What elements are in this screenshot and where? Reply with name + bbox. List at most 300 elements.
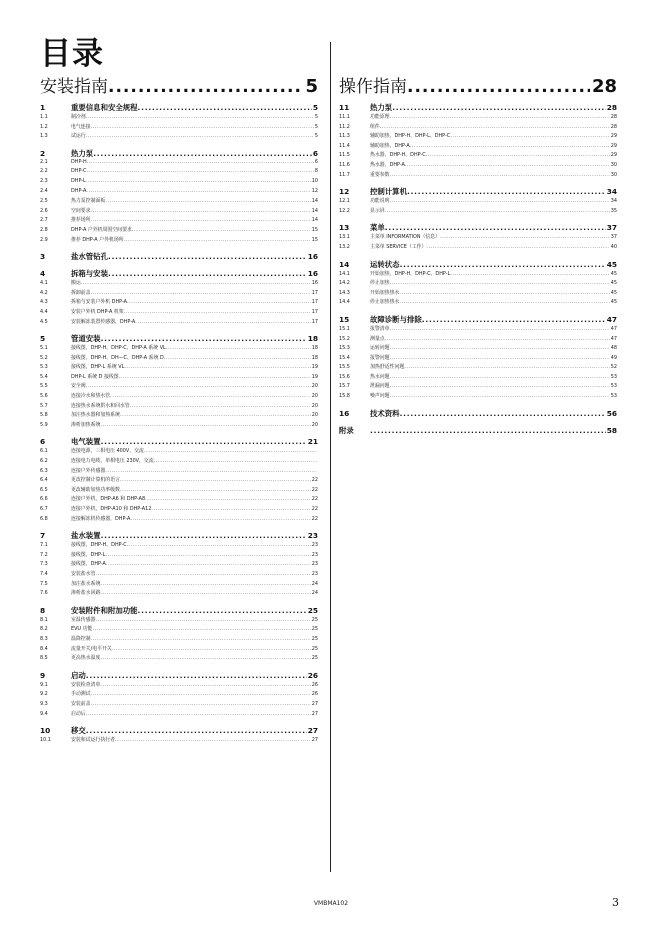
toc-title: 技术资料: [370, 408, 400, 418]
toc-chapter[interactable]: [40, 436, 318, 447]
toc-entry[interactable]: [339, 344, 617, 354]
toc-chapter[interactable]: [339, 425, 617, 436]
toc-entry[interactable]: [40, 207, 318, 217]
toc-title: 加热舒适性问题: [370, 364, 405, 371]
toc-title: 盐水装置: [71, 531, 101, 541]
dot-leader: [100, 655, 310, 661]
toc-num: 2.5: [40, 198, 48, 205]
toc-page: 23: [311, 551, 318, 558]
toc-page: 20: [311, 402, 318, 409]
dot-leader: [390, 280, 610, 286]
toc-page: 10: [311, 177, 318, 184]
toc-num: 15.5: [339, 364, 350, 371]
dot-leader: [390, 345, 610, 351]
toc-num: 2.6: [40, 207, 48, 214]
toc-page: 17: [311, 308, 318, 315]
toc-page: 20: [311, 393, 318, 400]
dot-leader: [407, 77, 590, 97]
dot-leader: [100, 590, 310, 596]
section-heading-title: 操作指南: [339, 77, 407, 97]
toc-title: 热水器，DHP-A: [370, 161, 405, 168]
dot-leader: [95, 571, 310, 577]
toc-title: 盐水管钻孔: [71, 252, 108, 262]
toc-entry[interactable]: [339, 161, 617, 171]
toc-num: 15.6: [339, 373, 350, 380]
toc-entry[interactable]: [339, 382, 617, 392]
toc-title: 故障诊断与排除: [370, 314, 422, 324]
dot-leader: [135, 319, 311, 325]
toc-entry[interactable]: [40, 318, 318, 328]
section-heading-installation: [40, 72, 318, 98]
dot-leader: [127, 299, 311, 305]
toc-num: 9.2: [40, 691, 48, 698]
toc-page: 23: [307, 531, 318, 541]
toc-title: 连接户外机，DHP-A6 和 DHP-A8: [71, 496, 146, 503]
toc-entry[interactable]: [40, 197, 318, 207]
dot-leader: [138, 606, 307, 615]
toc-num: 15.1: [339, 325, 350, 332]
dot-leader: [86, 168, 313, 174]
toc-title: 运转状态: [370, 259, 400, 269]
dot-leader: [105, 198, 311, 204]
toc-page: 47: [610, 325, 617, 332]
toc-num: 12.1: [339, 198, 350, 205]
toc-chapter[interactable]: [339, 102, 617, 113]
toc-entry[interactable]: [40, 700, 318, 710]
toc-title: 渗析盐水回路: [71, 590, 101, 597]
toc-entry[interactable]: [339, 142, 617, 152]
dot-leader: [105, 468, 317, 474]
toc-page: 5: [314, 114, 318, 120]
toc-num: 10.1: [40, 737, 51, 744]
dot-leader: [81, 280, 311, 286]
toc-num: 1.2: [40, 123, 48, 130]
toc-entry[interactable]: [40, 354, 318, 364]
toc-chapter[interactable]: [40, 102, 318, 113]
toc-title: 温降控制: [71, 635, 91, 642]
toc-num: 3: [40, 252, 46, 262]
toc-title: DHP-C: [71, 168, 87, 175]
toc-title: 推荐场所: [71, 217, 91, 224]
toc-page: 52: [610, 364, 617, 371]
toc-num: 4.5: [40, 318, 48, 325]
toc-page: 47: [610, 335, 617, 342]
toc-entry[interactable]: [40, 515, 318, 525]
toc-entry[interactable]: [40, 476, 318, 486]
toc-page: 27: [307, 726, 318, 736]
toc-page: 45: [610, 270, 617, 277]
toc-title: DHP-H: [71, 158, 87, 165]
toc-num: 11.7: [339, 171, 350, 178]
toc-page: 14: [311, 217, 318, 224]
dot-leader: [120, 412, 311, 418]
toc-page: 37: [606, 223, 617, 233]
toc-page: 15: [311, 236, 318, 243]
toc-num: 7: [40, 531, 46, 541]
toc-page: 22: [311, 477, 318, 484]
dot-leader: [390, 172, 610, 178]
toc-entry[interactable]: [339, 270, 617, 280]
toc-num: 2.3: [40, 177, 48, 184]
toc-num: 1.1: [40, 114, 48, 120]
toc-num: 6.2: [40, 458, 48, 465]
toc-page: 26: [311, 681, 318, 688]
toc-entry[interactable]: [40, 402, 318, 412]
toc-entry[interactable]: [40, 226, 318, 236]
dot-leader: [390, 355, 610, 361]
dot-leader: [120, 487, 311, 493]
page-number: 3: [612, 896, 619, 909]
toc-entry[interactable]: [339, 171, 617, 181]
toc-page: 12: [311, 187, 318, 194]
toc-title: DHP-L: [71, 177, 86, 184]
toc-page: 37: [610, 234, 617, 241]
toc-entry[interactable]: [40, 580, 318, 590]
toc-page: 27: [311, 737, 318, 744]
toc-page: 47: [606, 314, 617, 324]
dot-leader: [100, 682, 310, 688]
dot-leader: [127, 542, 311, 548]
toc-num: 9.4: [40, 710, 48, 717]
toc-title: 安装附件和附加功能: [71, 605, 138, 615]
toc-title: 连接解冻机传感器，DHP-A: [71, 515, 131, 522]
toc-num: 4: [40, 269, 46, 279]
toc-entry[interactable]: [40, 654, 318, 664]
dot-leader: [154, 458, 317, 464]
toc-chapter[interactable]: [40, 333, 318, 344]
dot-leader: [86, 188, 310, 194]
toc-page: 26: [311, 691, 318, 698]
toc-num: 14.4: [339, 299, 350, 306]
toc-chapter[interactable]: [339, 259, 617, 270]
toc-entry[interactable]: [40, 123, 318, 133]
toc-num: 6.5: [40, 486, 48, 493]
toc-title: 连接电力电缆，单相电压 230V，交流: [71, 458, 154, 465]
toc-entry[interactable]: [40, 505, 318, 515]
toc-entry[interactable]: [40, 392, 318, 402]
dot-leader: [450, 271, 610, 277]
toc-title: 移交: [71, 726, 86, 736]
toc-page: 22: [311, 515, 318, 522]
dot-leader: [380, 124, 610, 130]
toc-num: 9.3: [40, 700, 48, 707]
toc-entry[interactable]: [339, 298, 617, 308]
dot-leader: [390, 114, 610, 120]
toc-entry[interactable]: [40, 188, 318, 198]
toc-chapter[interactable]: [339, 408, 617, 419]
toc-title: 主菜单 INFORMATION（信息）: [370, 234, 441, 241]
toc-num: 2.8: [40, 226, 48, 233]
dot-leader: [108, 269, 307, 278]
toc-num: 6.6: [40, 496, 48, 503]
toc-chapter[interactable]: [339, 186, 617, 197]
toc-title: 接线图，DHP-H、DHP-C、DHP-A 系统 VL: [71, 345, 166, 352]
dot-leader: [87, 159, 314, 165]
toc-title: 启动: [71, 670, 86, 680]
toc-num: 15.7: [339, 383, 350, 390]
toc-entry[interactable]: [339, 151, 617, 161]
toc-page: 53: [610, 393, 617, 400]
toc-entry[interactable]: [339, 392, 617, 402]
toc-num: 7.4: [40, 570, 48, 577]
toc-entry[interactable]: [40, 113, 318, 123]
section-heading-page: 28: [591, 76, 617, 97]
toc-page: 26: [307, 670, 318, 680]
toc-page: 19: [311, 373, 318, 380]
toc-num: 5.4: [40, 373, 48, 380]
toc-title: 接线图，DHP-L 系统 VL: [71, 364, 125, 371]
toc-entry[interactable]: [40, 168, 318, 178]
toc-entry[interactable]: [40, 635, 318, 645]
dot-leader: [130, 516, 310, 522]
toc-num: 4.4: [40, 308, 48, 315]
toc-entry[interactable]: [339, 289, 617, 299]
toc-page: 28: [610, 114, 617, 120]
toc-title: 热力泵: [370, 103, 393, 112]
toc-page: 20: [311, 421, 318, 428]
toc-page: 8: [314, 168, 318, 175]
toc-num: 14.1: [339, 270, 350, 277]
toc-num: 5.5: [40, 383, 48, 390]
toc-title: 报警问题: [370, 354, 390, 361]
dot-leader: [93, 149, 312, 158]
toc-num: 11.1: [339, 114, 350, 120]
toc-entry[interactable]: [40, 421, 318, 431]
toc-entry[interactable]: [339, 335, 617, 345]
toc-num: 8: [40, 605, 46, 615]
toc-num: 6: [40, 437, 46, 447]
toc-entry[interactable]: [40, 236, 318, 246]
toc-entry[interactable]: [40, 382, 318, 392]
toc-chapter[interactable]: [40, 725, 318, 736]
toc-num: 2.9: [40, 236, 48, 243]
toc-entry[interactable]: [40, 363, 318, 373]
toc-entry[interactable]: [40, 373, 318, 383]
dot-leader: [112, 646, 311, 652]
toc-title: 安装盐水管: [71, 570, 96, 577]
toc-page: 29: [610, 152, 617, 159]
toc-title: 连接热水系统供水和回水管: [71, 402, 130, 409]
toc-entry[interactable]: [40, 178, 318, 188]
toc-title: 运转问题: [370, 345, 390, 352]
toc-page: 17: [311, 318, 318, 325]
toc-num: 2.7: [40, 217, 48, 224]
toc-page: 19: [311, 364, 318, 371]
toc-entry[interactable]: [339, 373, 617, 383]
toc-num: 7.2: [40, 551, 48, 558]
toc-entry[interactable]: [40, 411, 318, 421]
toc-title: 控制计算机: [370, 187, 407, 197]
dot-leader: [400, 409, 606, 418]
toc-entry[interactable]: [40, 541, 318, 551]
toc-page: 25: [311, 645, 318, 652]
toc-entry[interactable]: [339, 325, 617, 335]
document-code: VMBMA102: [313, 900, 349, 907]
toc-entry[interactable]: [40, 589, 318, 599]
dot-leader: [91, 124, 314, 130]
toc-page: 25: [311, 616, 318, 623]
toc-entry[interactable]: [40, 736, 318, 746]
dot-leader: [132, 227, 311, 233]
toc-page: 24: [311, 590, 318, 597]
toc-title: 功能说明: [370, 198, 390, 205]
dot-leader: [138, 103, 312, 112]
toc-entry[interactable]: [40, 710, 318, 720]
dot-leader: [124, 309, 311, 315]
toc-title: 安装检查清单: [71, 681, 101, 688]
toc-num: 16: [339, 408, 350, 418]
toc-entry[interactable]: [40, 690, 318, 700]
toc-entry[interactable]: [40, 289, 318, 299]
dot-leader: [110, 393, 311, 399]
toc-entry[interactable]: [40, 570, 318, 580]
toc-entry[interactable]: [40, 467, 318, 477]
toc-chapter[interactable]: [40, 268, 318, 279]
dot-leader: [404, 364, 610, 370]
toc-num: 8.4: [40, 645, 48, 652]
dot-leader: [390, 198, 610, 204]
toc-entry[interactable]: [339, 243, 617, 253]
toc-chapter[interactable]: [40, 148, 318, 159]
toc-num: 13: [339, 223, 350, 233]
toc-entry[interactable]: [40, 279, 318, 289]
toc-title: 制冷剂: [71, 114, 86, 120]
section-heading-operation: [339, 72, 617, 98]
column-divider: [330, 42, 331, 872]
toc-page: 5: [314, 133, 318, 140]
dot-leader: [101, 531, 307, 540]
toc-page: 25: [311, 655, 318, 662]
toc-num: 8.5: [40, 655, 48, 662]
toc-num: 10: [40, 726, 51, 736]
toc-num: 6.3: [40, 467, 48, 474]
toc-entry[interactable]: [339, 207, 617, 217]
toc-title: DHP-A 户外机周围空间要求: [71, 226, 132, 233]
toc-page: 27: [311, 700, 318, 707]
toc-num: 4.3: [40, 299, 48, 306]
toc-page: 15: [311, 226, 318, 233]
toc-title: 热力泵: [71, 148, 94, 158]
toc-entry[interactable]: [40, 159, 318, 169]
toc-entry[interactable]: [40, 616, 318, 626]
toc-entry[interactable]: [40, 457, 318, 467]
toc-page: 22: [311, 506, 318, 512]
toc-entry[interactable]: [40, 560, 318, 570]
toc-entry[interactable]: [40, 132, 318, 142]
toc-entry[interactable]: [339, 233, 617, 243]
toc-page: 18: [311, 345, 318, 352]
toc-entry[interactable]: [40, 495, 318, 505]
toc-entry[interactable]: [40, 486, 318, 496]
toc-page: 56: [606, 408, 617, 418]
toc-title: 热力泵控制面板: [71, 198, 106, 205]
toc-num: 2: [40, 148, 46, 158]
toc-page: 45: [610, 289, 617, 296]
toc-title: 接线图，DHP-A: [71, 561, 106, 568]
toc-num: 15: [339, 314, 350, 324]
toc-entry[interactable]: [339, 132, 617, 142]
toc-chapter[interactable]: [40, 530, 318, 541]
toc-page: 22: [311, 496, 318, 503]
toc-entry[interactable]: [40, 447, 318, 457]
toc-chapter[interactable]: [339, 314, 617, 325]
toc-entry[interactable]: [40, 645, 318, 655]
dot-leader: [166, 345, 311, 351]
toc-entry[interactable]: [339, 123, 617, 133]
dot-leader: [100, 422, 310, 428]
toc-entry[interactable]: [40, 681, 318, 691]
toc-num: 11: [339, 103, 350, 112]
toc-num: 5.9: [40, 421, 48, 428]
toc-entry[interactable]: [40, 216, 318, 226]
toc-entry[interactable]: [339, 279, 617, 289]
toc-num: 11.3: [339, 133, 350, 140]
toc-entry[interactable]: [40, 625, 318, 635]
toc-title: 室温传感器: [71, 616, 96, 623]
dot-leader: [101, 334, 307, 343]
toc-num: 附录: [339, 425, 354, 435]
toc-chapter[interactable]: [40, 670, 318, 681]
toc-title: 连接户外机，DHP-A10 和 DHP-A12: [71, 506, 152, 512]
toc-chapter[interactable]: [40, 605, 318, 616]
dot-leader: [91, 290, 311, 296]
dot-leader: [124, 237, 311, 243]
toc-num: 12.2: [339, 207, 350, 214]
toc-num: 15.8: [339, 393, 350, 400]
toc-entry[interactable]: [339, 113, 617, 123]
toc-num: 5.2: [40, 354, 48, 361]
toc-num: 14.3: [339, 289, 350, 296]
toc-title: 组件: [370, 123, 380, 130]
toc-num: 5.6: [40, 393, 48, 400]
toc-entry[interactable]: [40, 308, 318, 318]
dot-leader: [86, 178, 311, 184]
toc-entry[interactable]: [40, 344, 318, 354]
toc-title: 搬运: [71, 280, 81, 287]
toc-entry[interactable]: [40, 551, 318, 561]
toc-title: 主菜单 SERVICE（工作）: [370, 243, 427, 250]
toc-page: 18: [307, 334, 318, 344]
toc-page: 17: [311, 299, 318, 306]
dot-leader: [91, 691, 311, 697]
toc-page: 35: [610, 207, 617, 214]
toc-title: 连接冷水和热水管: [71, 393, 111, 400]
toc-chapter[interactable]: [339, 222, 617, 233]
toc-page: 23: [311, 542, 318, 549]
toc-page: 34: [610, 198, 617, 205]
toc-page: 16: [311, 280, 318, 287]
toc-title: 连接户外传感器: [71, 467, 106, 474]
dot-leader: [91, 636, 311, 642]
toc-entry[interactable]: [339, 197, 617, 207]
toc-page: 23: [311, 570, 318, 577]
toc-page: 5: [312, 103, 318, 112]
toc-entry[interactable]: [40, 298, 318, 308]
toc-chapter[interactable]: [40, 251, 318, 262]
toc-num: 11.2: [339, 123, 350, 130]
dot-leader: [108, 77, 303, 97]
toc-title: 启动后: [71, 710, 86, 717]
dot-leader: [385, 208, 610, 214]
toc-page: 29: [610, 133, 617, 140]
toc-column-installation: [40, 72, 318, 746]
toc-page: 40: [610, 243, 617, 250]
toc-entry[interactable]: [339, 354, 617, 364]
dot-leader: [106, 561, 311, 567]
toc-page: 6: [314, 158, 318, 165]
toc-num: 7.6: [40, 590, 48, 597]
toc-entry[interactable]: [339, 363, 617, 373]
